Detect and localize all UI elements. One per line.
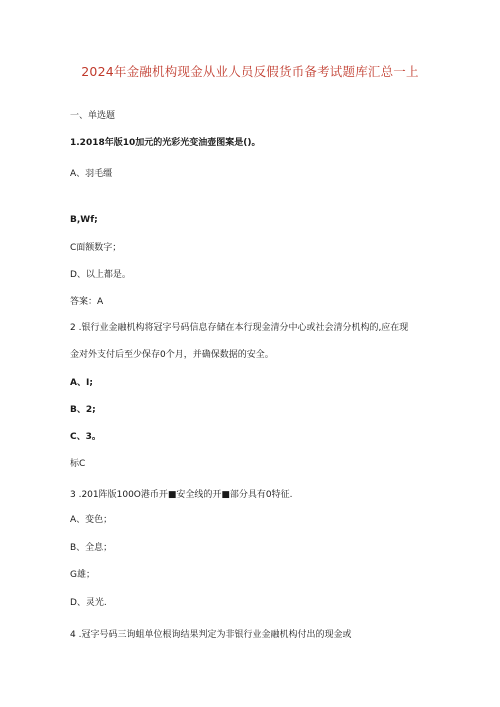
- question-4-text: 4 .冠字号码三询蛆单位根询结果判定为非银行业金融机构付出的现金或: [70, 630, 352, 640]
- question-3-option-b: B、全息；: [70, 543, 113, 553]
- question-1-option-a: A、羽毛缰: [70, 169, 113, 179]
- question-1-answer: 答案：A: [70, 297, 104, 307]
- question-2-option-c: C、3。: [70, 432, 101, 442]
- question-1-option-d: D、以上都是。: [70, 270, 131, 280]
- question-3-text: 3 .201阵版100O港币开■安全线的开■部分具有0特征.: [70, 490, 293, 500]
- document-title: 2024年金融机构现金从业人员反假货币备考试题库汇总一上: [81, 64, 419, 79]
- question-3-option-a: A、变色；: [70, 515, 113, 525]
- question-2-option-b: B、2;: [70, 405, 96, 415]
- question-3-option-d: D、灵光.: [70, 598, 107, 608]
- question-3-option-c: G雄；: [70, 570, 95, 580]
- question-2-text-line2: 金对外支付后至少保存0个月，并确保数据的安全。: [70, 350, 274, 360]
- question-1-text: 1.2018年版10加元的光彩光变油壶图案是()。: [70, 138, 261, 148]
- section-heading: 一、单选题: [70, 111, 116, 121]
- question-2-option-a: A、I;: [70, 378, 93, 388]
- question-1-option-c: C面额数字；: [70, 243, 122, 253]
- question-2-text-line1: 2 .银行业金融机构将冠字号码信息存储在本行现金清分中心或社会清分机构的,应在现: [70, 323, 409, 333]
- question-1-option-b: B,Wf;: [70, 215, 98, 225]
- question-2-answer: 标C: [70, 459, 86, 469]
